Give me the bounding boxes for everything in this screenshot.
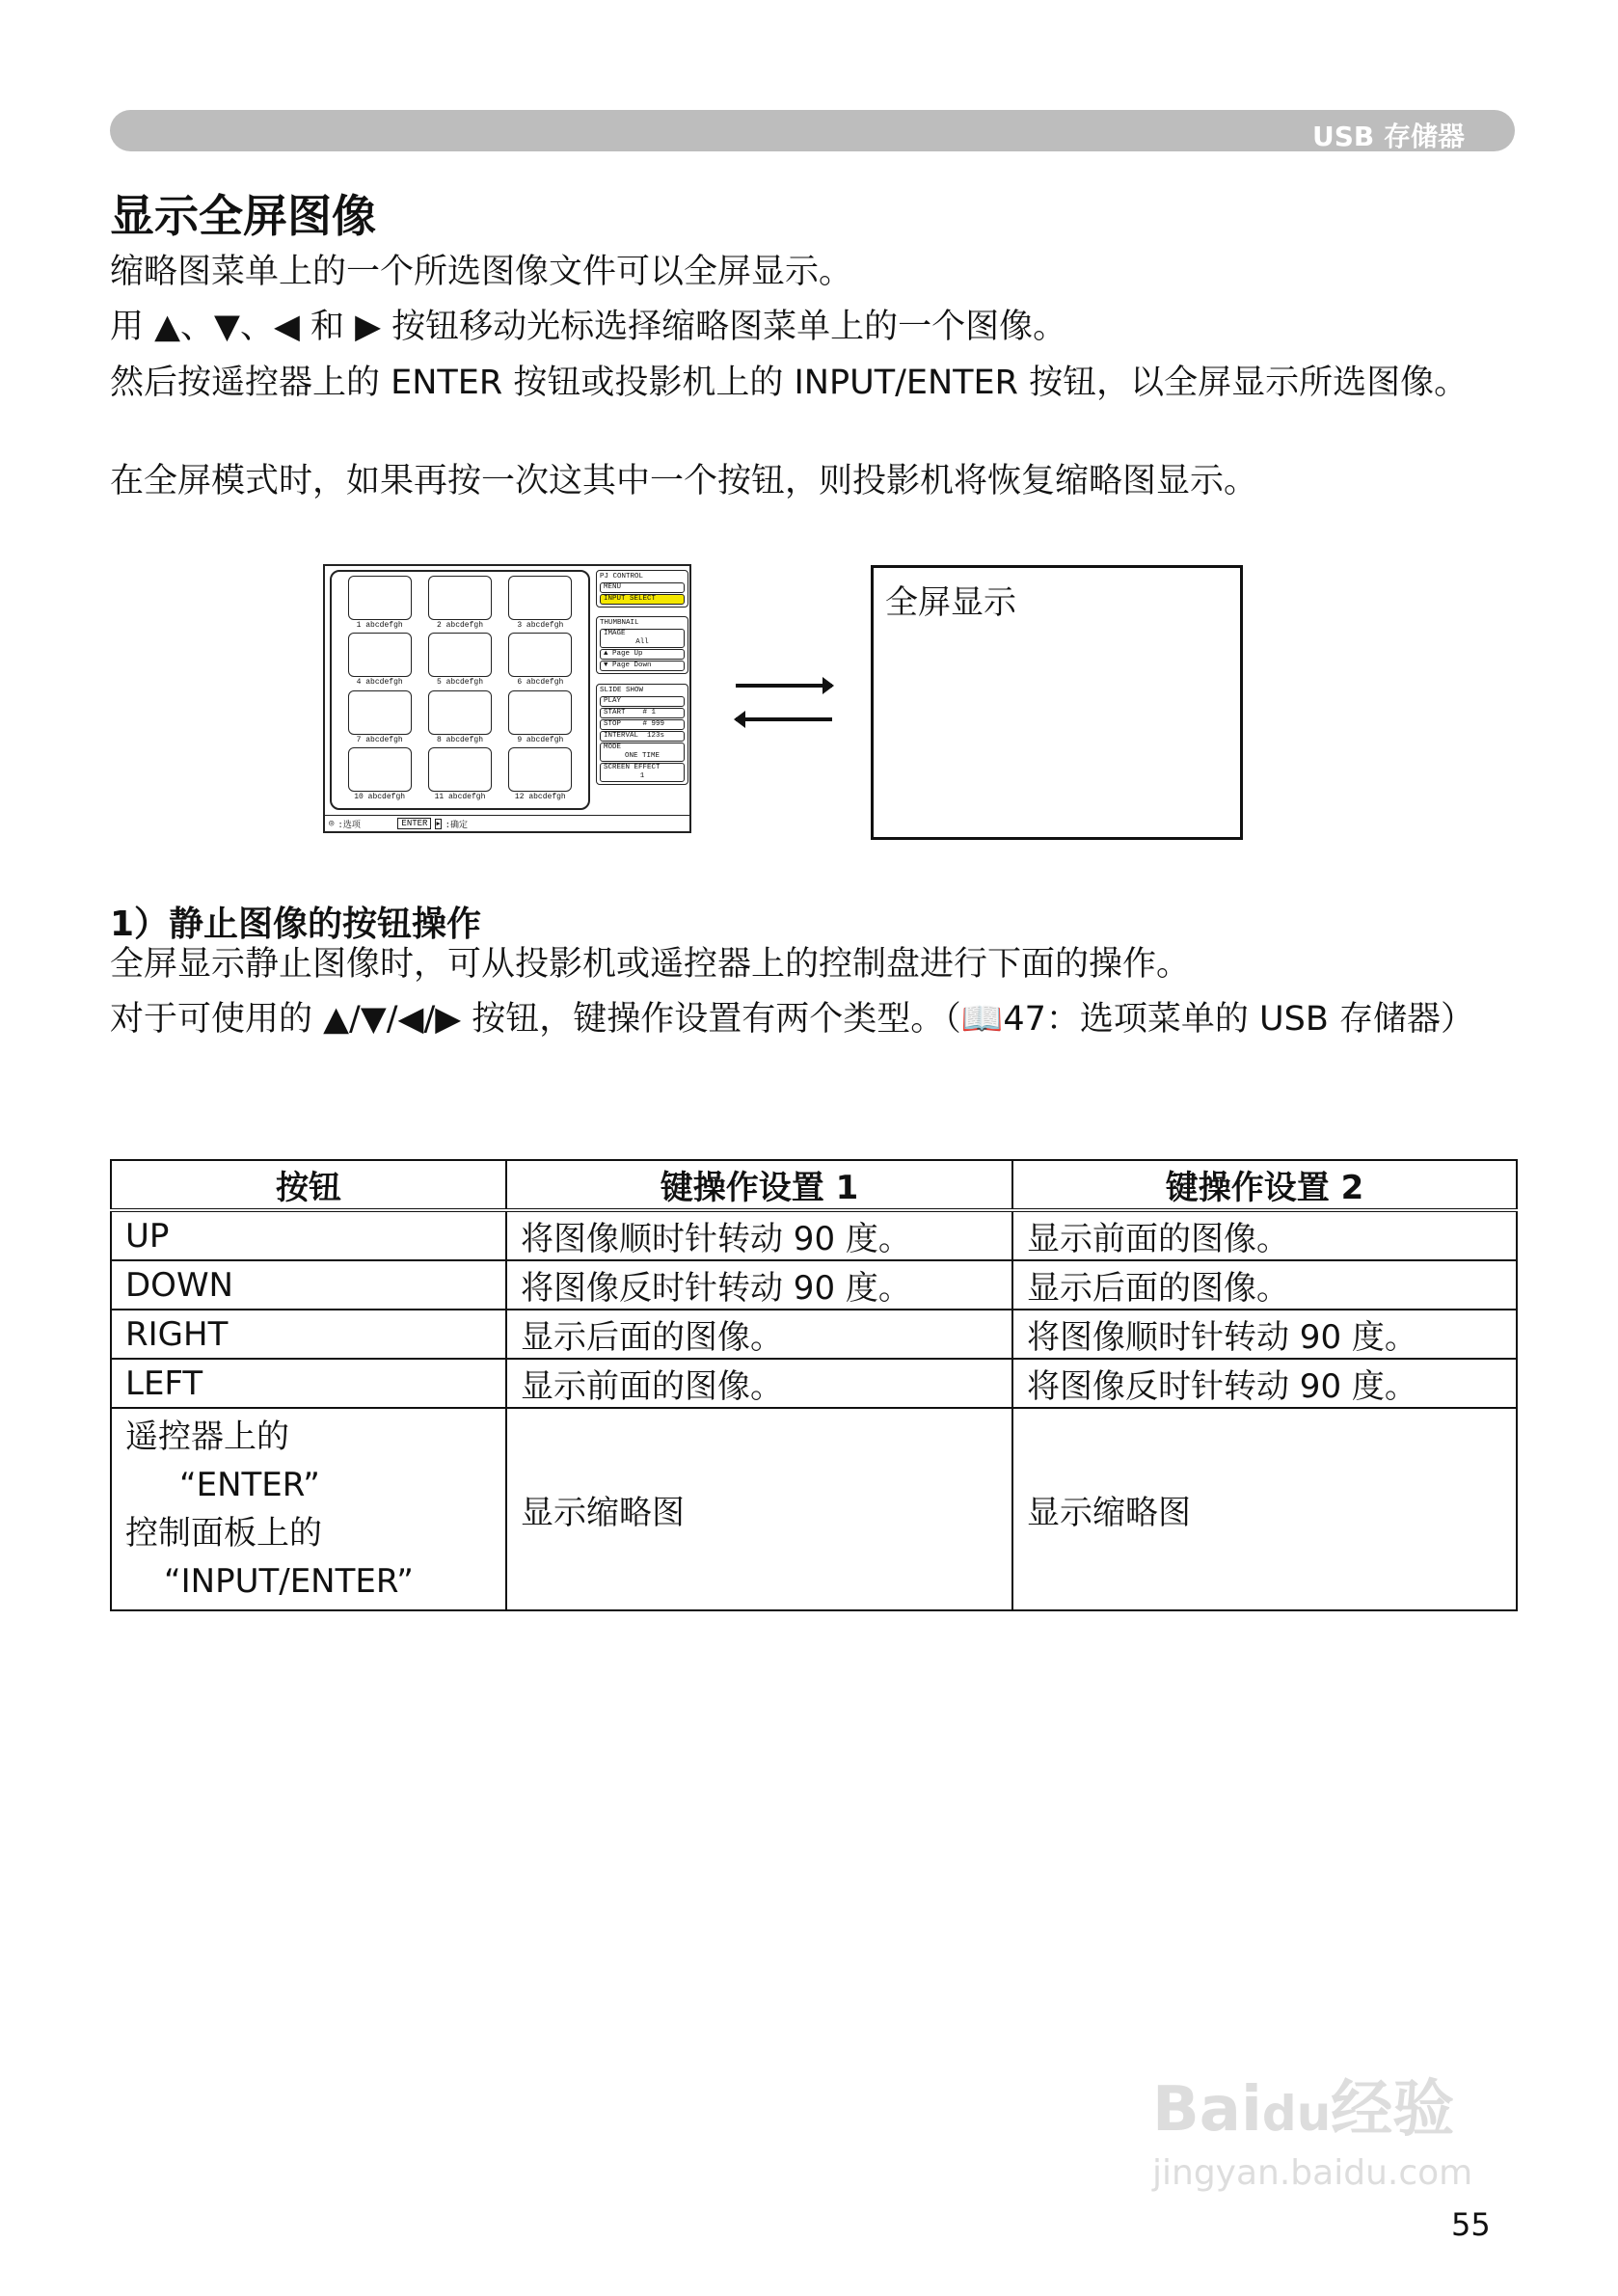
table-row bbox=[111, 1408, 1517, 1610]
cell: 将图像顺时针转动 90 度。 bbox=[1012, 1310, 1517, 1359]
table-row bbox=[111, 1260, 1517, 1310]
thumbnail-label: 10 abcdefgh bbox=[354, 792, 406, 801]
mode-button bbox=[600, 743, 685, 762]
thumbnail-menu-diagram bbox=[323, 564, 691, 833]
cell-line: “ENTER” bbox=[179, 1466, 320, 1504]
watermark-url: jingyan.baidu.com bbox=[1152, 2153, 1473, 2193]
fullscreen-label: 全屏显示 bbox=[885, 583, 1016, 622]
intro-line: 然后按遥控器上的 ENTER 按钮或投影机上的 INPUT/ENTER 按钮，以全屏显示所选图像。 bbox=[110, 364, 1469, 402]
section-heading: 1）静止图像的按钮操作 bbox=[110, 905, 482, 944]
cell: RIGHT bbox=[111, 1310, 506, 1359]
value: ONE TIME bbox=[624, 752, 660, 760]
thumbnail-item bbox=[419, 747, 499, 804]
thumbnail-image bbox=[348, 633, 412, 677]
section-label: USB 存储器 bbox=[1312, 121, 1465, 152]
thumbnail-item bbox=[419, 576, 499, 633]
screen-effect-button bbox=[600, 763, 685, 782]
button-operation-table bbox=[110, 1159, 1518, 1611]
col-header: 键操作设置 1 bbox=[506, 1160, 1012, 1210]
page-number: 55 bbox=[1451, 2206, 1491, 2243]
section-text: 对于可使用的 ▲/▼/◀/▶ 按钮，键操作设置有两个类型。（📖47：选项菜单的 USB 存储器） bbox=[110, 1000, 1475, 1039]
thumbnail-label: 3 abcdefgh bbox=[517, 621, 564, 630]
col-header: 按钮 bbox=[111, 1160, 506, 1210]
bottom-hint-bar bbox=[325, 815, 689, 831]
label: IMAGE bbox=[604, 630, 626, 637]
slide-show-panel bbox=[596, 684, 688, 785]
thumbnail-item bbox=[339, 633, 419, 689]
thumbnail-image bbox=[428, 576, 492, 620]
cell: 将图像反时针转动 90 度。 bbox=[1012, 1359, 1517, 1408]
thumbnail-label: 9 abcdefgh bbox=[517, 735, 564, 744]
page-down-button: ▼ Page Down bbox=[600, 661, 685, 671]
page-title: 显示全屏图像 bbox=[110, 190, 376, 242]
cell: 显示前面的图像。 bbox=[1012, 1210, 1517, 1260]
cell: 将图像顺时针转动 90 度。 bbox=[506, 1210, 1012, 1260]
table-row bbox=[111, 1359, 1517, 1408]
thumbnail-label: 8 abcdefgh bbox=[436, 735, 483, 744]
thumbnail-image bbox=[508, 690, 572, 735]
cell: 显示后面的图像。 bbox=[1012, 1260, 1517, 1310]
value: 1 bbox=[639, 772, 645, 780]
thumbnail-image bbox=[428, 690, 492, 735]
cell-line: 控制面板上的 bbox=[125, 1514, 322, 1553]
arrow-right-icon bbox=[736, 684, 832, 688]
thumbnail-image bbox=[508, 576, 572, 620]
arrow-left-icon bbox=[736, 717, 832, 721]
thumbnail-panel bbox=[596, 616, 688, 674]
thumbnail-label: 7 abcdefgh bbox=[356, 735, 403, 744]
thumbnail-item bbox=[500, 633, 580, 689]
cell: 显示后面的图像。 bbox=[506, 1310, 1012, 1359]
stop-button: STOP # 999 bbox=[600, 719, 685, 730]
hint-confirm: :确定 bbox=[445, 820, 469, 830]
cell bbox=[111, 1408, 506, 1610]
section-text: 全屏显示静止图像时，可从投影机或遥控器上的控制盘进行下面的操作。 bbox=[110, 945, 1191, 984]
thumbnail-item bbox=[419, 690, 499, 747]
thumbnail-image bbox=[348, 747, 412, 792]
cell-line: 遥控器上的 bbox=[125, 1418, 289, 1456]
cell: 显示缩略图 bbox=[506, 1408, 1012, 1610]
watermark-logo: Baidu经验 bbox=[1152, 2074, 1455, 2146]
thumbnail-label: 5 abcdefgh bbox=[436, 678, 483, 688]
value: All bbox=[635, 638, 649, 646]
panel-title: THUMBNAIL bbox=[600, 619, 639, 627]
col-header: 键操作设置 2 bbox=[1012, 1160, 1517, 1210]
thumbnail-image bbox=[508, 747, 572, 792]
thumbnail-image bbox=[508, 633, 572, 677]
play-button: PLAY bbox=[600, 696, 685, 707]
enter-key: ENTER bbox=[397, 818, 431, 829]
thumbnail-image bbox=[348, 690, 412, 735]
thumbnail-image bbox=[428, 633, 492, 677]
thumbnail-label: 12 abcdefgh bbox=[514, 792, 566, 801]
thumbnail-label: 6 abcdefgh bbox=[517, 678, 564, 688]
start-button: START # 1 bbox=[600, 708, 685, 718]
thumbnail-item bbox=[500, 576, 580, 633]
interval-button: INTERVAL 123s bbox=[600, 731, 685, 742]
table-row bbox=[111, 1310, 1517, 1359]
dpad-icon: ◎ bbox=[329, 819, 335, 828]
thumbnail-item bbox=[339, 576, 419, 633]
thumbnail-item bbox=[419, 633, 499, 689]
menu-button: MENU bbox=[600, 582, 685, 593]
thumbnail-image bbox=[348, 576, 412, 620]
thumbnail-label: 4 abcdefgh bbox=[356, 678, 403, 688]
panel-title: PJ CONTROL bbox=[600, 573, 644, 581]
fullscreen-display-box bbox=[871, 565, 1243, 840]
intro-line: 缩略图菜单上的一个所选图像文件可以全屏显示。 bbox=[110, 253, 853, 291]
thumbnail-label: 1 abcdefgh bbox=[356, 621, 403, 630]
cell: DOWN bbox=[111, 1260, 506, 1310]
thumbnail-label: 11 abcdefgh bbox=[434, 792, 486, 801]
section-header-bar bbox=[110, 110, 1515, 151]
input-key-icon: ▶ bbox=[436, 820, 441, 828]
intro-line: 用 ▲、▼、◀ 和 ▶ 按钮移动光标选择缩略图菜单上的一个图像。 bbox=[110, 308, 1067, 346]
label: SCREEN EFFECT bbox=[604, 764, 661, 771]
image-button bbox=[600, 629, 685, 648]
pj-control-panel bbox=[596, 570, 688, 608]
thumbnail-image bbox=[428, 747, 492, 792]
thumbnail-item bbox=[500, 690, 580, 747]
input-select-button: INPUT SELECT bbox=[600, 594, 685, 605]
cell: 显示缩略图 bbox=[1012, 1408, 1517, 1610]
thumbnail-item bbox=[339, 747, 419, 804]
page-up-button: ▲ Page Up bbox=[600, 649, 685, 660]
thumbnail-item bbox=[339, 690, 419, 747]
label: MODE bbox=[604, 743, 622, 751]
panel-title: SLIDE SHOW bbox=[600, 687, 644, 694]
cell: 显示前面的图像。 bbox=[506, 1359, 1012, 1408]
thumbnail-grid bbox=[330, 570, 590, 810]
thumbnail-item bbox=[500, 747, 580, 804]
cell-line: “INPUT/ENTER” bbox=[164, 1562, 414, 1601]
cell: LEFT bbox=[111, 1359, 506, 1408]
table-row bbox=[111, 1210, 1517, 1260]
hint-select: :选项 bbox=[337, 820, 361, 830]
cell: 将图像反时针转动 90 度。 bbox=[506, 1260, 1012, 1310]
thumbnail-label: 2 abcdefgh bbox=[436, 621, 483, 630]
intro-line: 在全屏模式时，如果再按一次这其中一个按钮，则投影机将恢复缩略图显示。 bbox=[110, 462, 1258, 500]
cell: UP bbox=[111, 1210, 506, 1260]
